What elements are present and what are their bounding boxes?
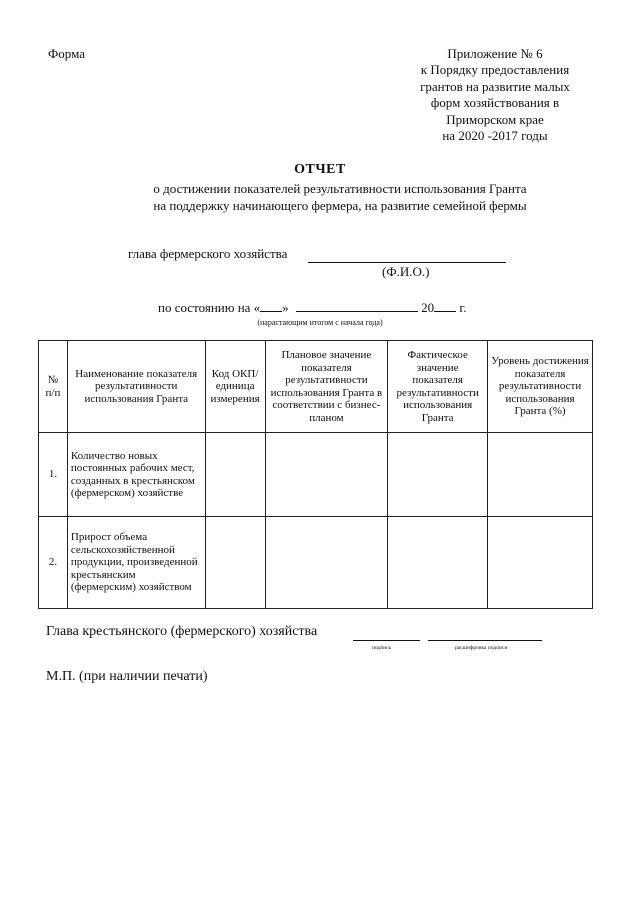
form-label: Форма: [48, 46, 85, 61]
col-header-plan: Плановое значение показателя результативности использования Гранта в соответствии с бизнес-планом: [265, 341, 388, 433]
row-name: Количество новых постоянных рабочих мест, созданных в крестьянском (фермерском) хозяйстве: [67, 433, 205, 517]
report-title: ОТЧЕТ: [294, 162, 346, 177]
date-line: [158, 299, 467, 316]
year-blank[interactable]: [434, 299, 456, 312]
appendix-line: форм хозяйствования в: [430, 95, 560, 111]
fio-underline[interactable]: [308, 262, 506, 263]
signature-decode-caption: расшифровка подписи: [455, 645, 508, 651]
cumulative-note: (нарастающим итогом с начала года): [257, 318, 383, 327]
results-table: [38, 340, 593, 609]
col-header-level: Уровень достижения показателя результативности использования Гранта (%): [488, 341, 593, 433]
appendix-line: Приморском крае: [446, 111, 544, 127]
table-header-row: [39, 341, 593, 433]
month-blank[interactable]: [296, 299, 418, 312]
row-plan-cell[interactable]: [265, 517, 388, 609]
date-prefix: по состоянию на «: [158, 300, 261, 315]
appendix-line: к Порядку предоставления: [420, 62, 570, 78]
table-row: [39, 433, 593, 517]
signature-underline[interactable]: [353, 640, 420, 641]
subtitle-line: о достижении показателей результативности использования Гранта: [153, 181, 527, 196]
col-header-code: Код ОКП/ единица измерения: [205, 341, 265, 433]
appendix-line: грантов на развитие малых: [420, 78, 570, 94]
col-header-fact: Фактическое значение показателя результативности использования Гранта: [388, 341, 488, 433]
col-header-name: Наименование показателя результативности использования Гранта: [67, 341, 205, 433]
row-code-cell[interactable]: [205, 433, 265, 517]
row-fact-cell[interactable]: [388, 517, 488, 609]
row-level-cell[interactable]: [488, 433, 593, 517]
row-name: Прирост объема сельскохозяйственной продукции, произведенной крестьянским (фермерским) хозяйством: [67, 517, 205, 609]
row-num: 1.: [39, 433, 68, 517]
stamp-note: М.П. (при наличии печати): [46, 669, 208, 684]
report-subtitle: [40, 181, 640, 215]
signature-caption: подпись: [372, 645, 392, 651]
col-header-num: № п/п: [39, 341, 68, 433]
row-level-cell[interactable]: [488, 517, 593, 609]
date-suffix: г.: [459, 300, 467, 315]
day-blank[interactable]: [260, 299, 282, 312]
row-plan-cell[interactable]: [265, 433, 388, 517]
year-prefix: 20: [421, 300, 435, 315]
fio-caption: (Ф.И.О.): [382, 264, 430, 279]
signature-label: Глава крестьянского (фермерского) хозяйства: [46, 624, 318, 639]
subtitle-line: на поддержку начинающего фермера, на развитие семейной фермы: [153, 197, 527, 213]
date-mid: »: [282, 300, 289, 315]
row-code-cell[interactable]: [205, 517, 265, 609]
farm-head-label: глава фермерского хозяйства: [128, 246, 288, 261]
appendix-line: Приложение № 6: [447, 46, 543, 61]
signature-decode-underline[interactable]: [428, 640, 542, 641]
row-fact-cell[interactable]: [388, 433, 488, 517]
appendix-line: на 2020 -2017 годы: [442, 128, 548, 144]
row-num: 2.: [39, 517, 68, 609]
appendix-block: [400, 46, 590, 144]
table-row: [39, 517, 593, 609]
